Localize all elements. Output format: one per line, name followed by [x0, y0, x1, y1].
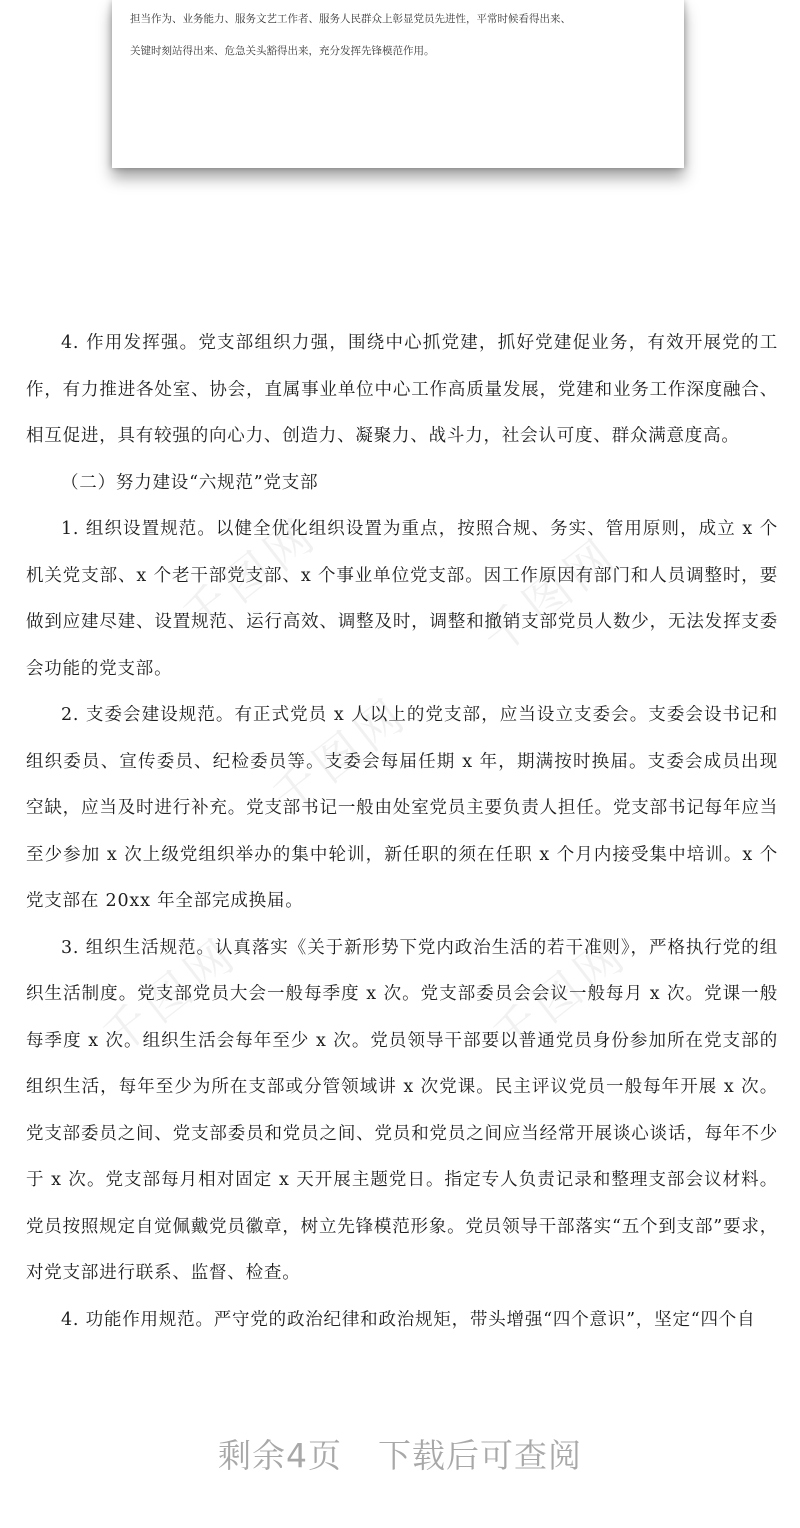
watermark: 千图网 [91, 926, 248, 1065]
paragraph-committee-building: 2. 支委会建设规范。有正式党员 x 人以上的党支部，应当设立支委会。支委会设书记和组织委员、宣传委员、纪检委员等。支委会每届任期 x 年，期满按时换届。支委会成员出现空缺，应当及时进行补充。党支部书记一般由处室党员主要负责人担任。党支部书记每年应当至少参加 x 次上级党组织举办的集中轮训，新任职的须在任职 x 个月内接受集中培训。x 个党支部在 20xx 年全部完成换届。 [26, 705, 778, 911]
remaining-pages-label: 剩余4页 [218, 1436, 342, 1475]
watermark: 千图网 [471, 526, 628, 665]
download-to-view-label[interactable]: 下载后可查阅 [378, 1436, 582, 1475]
paragraph-function-role: 4. 功能作用规范。严守党的政治纪律和政治规矩，带头增强“四个意识”，坚定“四个自 [61, 1309, 756, 1330]
card-text-line-2: 关键时刻站得出来、危急关头豁得出来，充分发挥先锋模范作用。 [130, 45, 435, 57]
section-heading: （二）努力建设“六规范”党支部 [61, 472, 319, 493]
watermark: 千图网 [481, 926, 638, 1065]
watermark: 千图网 [171, 506, 328, 645]
document-body [26, 320, 778, 1343]
card-text-line-1: 担当作为、业务能力、服务文艺工作者、服务人民群众上彰显党员先进性，平常时候看得出来、 [130, 13, 571, 25]
paragraph-role-function: 4. 作用发挥强。党支部组织力强，围绕中心抓党建，抓好党建促业务，有效开展党的工作，有力推进各处室、协会，直属事业单位中心工作高质量发展，党建和业务工作深度融合、相互促进，具有较强的向心力、创造力、凝聚力、战斗力，社会认可度、群众满意度高。 [26, 333, 778, 446]
paragraph-organization-setup: 1. 组织设置规范。以健全优化组织设置为重点，按照合规、务实、管用原则，成立 x 个机关党支部、x 个老干部党支部、x 个事业单位党支部。因工作原因有部门和人员调整时，要做到应建尽建、设置规范、运行高效、调整及时，调整和撤销支部党员人数少，无法发挥支委会功能的党支部。 [26, 519, 778, 679]
download-prompt-text[interactable] [218, 1430, 582, 1477]
preview-page-card [112, 0, 684, 168]
download-prompt[interactable] [0, 1400, 800, 1528]
paragraph-organizational-life: 3. 组织生活规范。认真落实《关于新形势下党内政治生活的若干准则》，严格执行党的组织生活制度。党支部党员大会一般每季度 x 次。党支部委员会会议一般每月 x 次。党课一般每季度 x 次。组织生活会每年至少 x 次。党员领导干部要以普通党员身份参加所在党支部的组织生活，每年至少为所在支部或分管领域讲 x 次党课。民主评议党员一般每年开展 x 次。党支部委员之间、党支部委员和党员之间、党员和党员之间应当经常开展谈心谈话，每年不少于 x 次。党支部每月相对固定 x 天开展主题党日。指定专人负责记录和整理支部会议材料。党员按照规定自觉佩戴党员徽章，树立先锋模范形象。党员领导干部落实“五个到支部”要求，对党支部进行联系、监督、检查。 [26, 937, 778, 1283]
watermark: 千图网 [261, 686, 418, 825]
